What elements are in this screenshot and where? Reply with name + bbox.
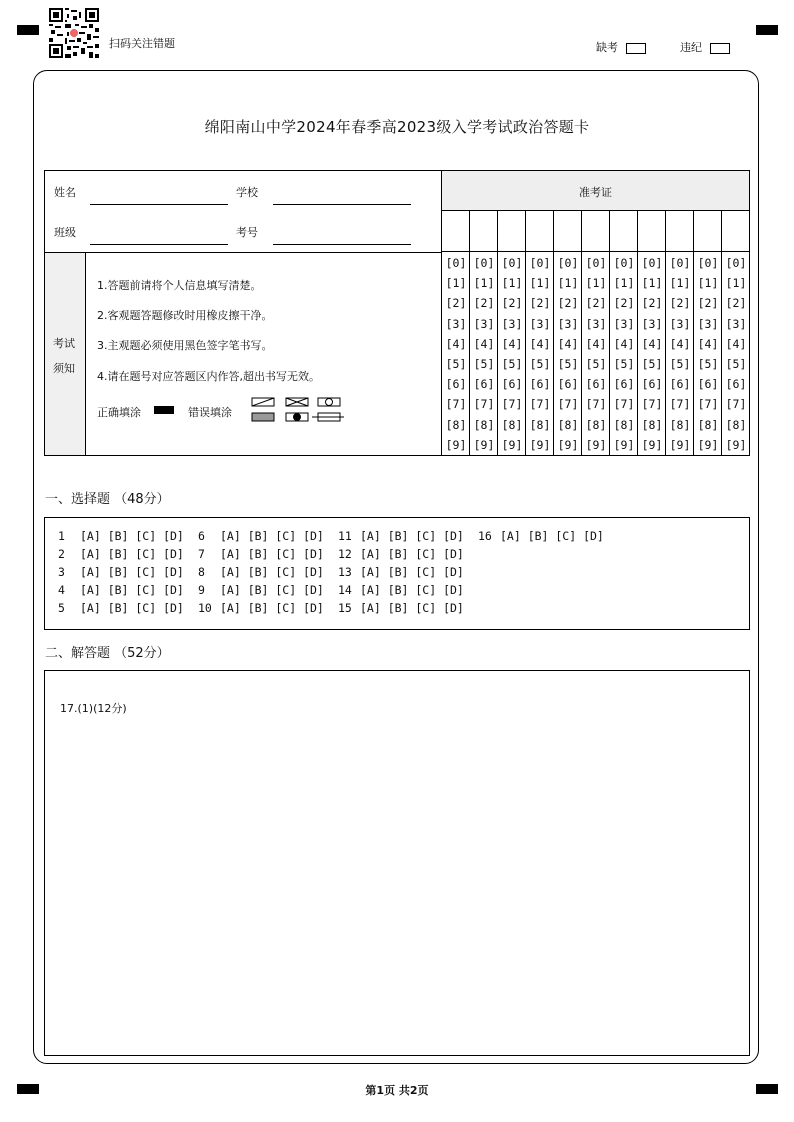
choice-question-row[interactable] [198,565,324,579]
admission-digit-bubble[interactable]: [9] [613,437,635,452]
qr-code-icon [49,8,99,58]
choice-question-row[interactable] [58,547,184,561]
admission-digit-column[interactable] [470,253,498,455]
choice-question-row[interactable] [58,583,184,597]
admission-digit-bubble[interactable]: [9] [473,437,495,452]
notice-side-label-2: 须知 [53,362,75,375]
admission-digit-column[interactable] [610,253,638,455]
admission-digit-bubble[interactable]: [9] [501,437,523,452]
admission-digit-bubble[interactable]: [0] [669,256,691,270]
admission-digit-bubble[interactable]: [0] [641,256,663,270]
admission-digit-bubble[interactable]: [4] [697,336,719,351]
notice-item: 4.请在题号对应答题区内作答,超出书写无效。 [97,370,320,383]
admission-digit-bubble[interactable]: [4] [473,336,495,351]
admission-digit-bubble[interactable]: [5] [529,357,551,372]
admission-digit-column[interactable] [526,253,554,455]
admission-digit-bubble[interactable]: [2] [641,296,663,311]
choice-question-number: 3 [58,565,65,579]
admission-digit-bubble[interactable]: [4] [529,336,551,351]
admission-digit-bubble[interactable]: [5] [613,357,635,372]
admission-digit-bubble[interactable]: [4] [613,336,635,351]
registration-mark-top-left [17,25,39,35]
notice-side-label-1: 考试 [53,337,75,350]
divider [441,210,750,211]
choice-question-row[interactable] [338,529,464,543]
admission-digit-bubble[interactable]: [1] [445,276,467,291]
choice-options[interactable]: [A] [B] [C] [D] [220,547,324,561]
admission-digit-bubble[interactable]: [0] [473,256,495,270]
admission-digit-bubble[interactable]: [2] [669,296,691,311]
admission-digit-bubble[interactable]: [1] [641,276,663,291]
name-field[interactable] [90,204,228,205]
page-footer: 第1页 共2页 [365,1084,429,1097]
admission-digit-bubble[interactable]: [0] [697,256,719,270]
choice-question-number: 4 [58,583,65,597]
admission-digit-bubble[interactable]: [9] [669,437,691,452]
admission-digit-bubble[interactable]: [5] [445,357,467,372]
admission-digit-column[interactable] [498,253,526,455]
admission-digit-bubble[interactable]: [1] [529,276,551,291]
admission-digit-bubble[interactable]: [9] [641,437,663,452]
choice-options[interactable]: [A] [B] [C] [D] [80,547,184,561]
admission-digit-bubble[interactable]: [6] [529,377,551,392]
admission-digit-bubble[interactable]: [2] [473,296,495,311]
admission-digit-column[interactable] [666,253,694,455]
admission-digit-bubble[interactable]: [8] [669,417,691,432]
admission-digit-bubble[interactable]: [8] [697,417,719,432]
registration-mark-top-right [756,25,778,35]
admission-digit-column[interactable] [442,253,470,455]
admission-digit-bubble[interactable]: [6] [669,377,691,392]
admission-digit-bubble[interactable]: [9] [725,437,747,452]
admission-digit-bubble[interactable]: [2] [697,296,719,311]
exam-no-field[interactable] [273,244,411,245]
choice-options[interactable]: [A] [B] [C] [D] [220,529,324,543]
admission-digit-bubble[interactable]: [4] [641,336,663,351]
page-title: 绵阳南山中学2024年春季高2023级入学考试政治答题卡 [204,118,590,136]
choice-question-row[interactable] [198,601,324,615]
notice-item: 1.答题前请将个人信息填写清楚。 [97,279,262,292]
admission-digit-bubble[interactable]: [7] [585,397,607,412]
admission-digit-bubble[interactable]: [9] [557,437,579,452]
choice-options[interactable]: [A] [B] [C] [D] [360,583,464,597]
admission-digit-bubble[interactable]: [9] [697,437,719,452]
admission-digit-bubble[interactable]: [8] [529,417,551,432]
admission-digit-bubble[interactable]: [5] [669,357,691,372]
admission-digit-bubble[interactable]: [7] [697,397,719,412]
admission-digit-bubble[interactable]: [7] [501,397,523,412]
choice-question-row[interactable] [478,529,604,543]
choice-question-row[interactable] [58,529,184,543]
choice-question-number: 6 [198,529,205,543]
notice-item: 2.客观题答题修改时用橡皮擦干净。 [97,309,273,322]
exam-no-label: 考号 [236,226,258,239]
admission-digit-column[interactable] [638,253,666,455]
admission-digit-bubble[interactable]: [1] [613,276,635,291]
admission-digit-bubble[interactable]: [5] [697,357,719,372]
admission-digit-bubble[interactable]: [5] [725,357,747,372]
answer-area[interactable] [44,670,750,1056]
admission-digit-bubble[interactable]: [4] [585,336,607,351]
admission-digit-bubble[interactable]: [3] [473,316,495,331]
choice-options[interactable]: [A] [B] [C] [D] [80,583,184,597]
choice-options[interactable]: [A] [B] [C] [D] [80,601,184,615]
choice-question-number: 15 [338,601,352,615]
admission-digit-bubble[interactable]: [3] [669,316,691,331]
admission-digit-bubble[interactable]: [5] [585,357,607,372]
admission-digit-bubble[interactable]: [8] [725,417,747,432]
admission-digit-bubble[interactable]: [6] [501,377,523,392]
admission-digit-bubble[interactable]: [1] [473,276,495,291]
admission-digit-bubble[interactable]: [3] [697,316,719,331]
correct-fill-sample [154,406,174,414]
admission-digit-bubble[interactable]: [8] [501,417,523,432]
admission-digit-bubble[interactable]: [0] [529,256,551,270]
admission-digit-bubble[interactable]: [0] [585,256,607,270]
admission-digit-bubble[interactable]: [8] [641,417,663,432]
admission-digit-bubble[interactable]: [4] [725,336,747,351]
choice-question-row[interactable] [198,547,324,561]
admission-digit-bubble[interactable]: [6] [473,377,495,392]
choice-question-number: 12 [338,547,352,561]
section1-title: 一、选择题 （48分） [45,492,170,507]
choice-options[interactable]: [A] [B] [C] [D] [80,565,184,579]
choice-question-number: 10 [198,601,212,615]
admission-digit-bubble[interactable]: [6] [613,377,635,392]
violation-label: 违纪 [680,41,702,54]
admission-digit-bubble[interactable]: [7] [641,397,663,412]
choice-options[interactable]: [A] [B] [C] [D] [220,601,324,615]
admission-digit-bubble[interactable]: [7] [445,397,467,412]
absent-mark[interactable] [596,39,646,55]
admission-digit-bubble[interactable]: [6] [585,377,607,392]
divider [441,251,750,252]
admission-digit-bubble[interactable]: [6] [725,377,747,392]
violation-checkbox[interactable] [710,43,730,54]
admission-digit-column[interactable] [582,253,610,455]
admission-digit-bubble[interactable]: [8] [557,417,579,432]
wrong-fill-samples-icon [250,396,345,424]
admission-digit-bubble[interactable]: [1] [501,276,523,291]
admission-digit-bubble[interactable]: [8] [445,417,467,432]
choice-question-number: 1 [58,529,65,543]
name-label: 姓名 [54,186,76,199]
choice-question-number: 11 [338,529,352,543]
class-field[interactable] [90,244,228,245]
admission-digit-bubble[interactable]: [3] [641,316,663,331]
admission-digit-bubble[interactable]: [0] [557,256,579,270]
admission-digit-column[interactable] [694,253,722,455]
divider [44,252,441,253]
admission-digit-bubble[interactable]: [8] [473,417,495,432]
admission-digit-bubble[interactable]: [9] [529,437,551,452]
admission-digit-bubble[interactable]: [2] [725,296,747,311]
admission-digit-bubble[interactable]: [5] [641,357,663,372]
admission-digit-bubble[interactable]: [5] [473,357,495,372]
choice-options[interactable]: [A] [B] [C] [D] [360,547,464,561]
choice-question-number: 7 [198,547,205,561]
school-label: 学校 [236,186,258,199]
admission-digit-bubble[interactable]: [6] [697,377,719,392]
admission-digit-bubble[interactable]: [1] [585,276,607,291]
admission-digit-bubble[interactable]: [0] [725,256,747,270]
correct-fill-label: 正确填涂 [97,406,141,419]
choice-question-number: 13 [338,565,352,579]
admission-digit-bubble[interactable]: [0] [613,256,635,270]
admission-digit-bubble[interactable]: [6] [641,377,663,392]
admission-label: 准考证 [579,186,612,199]
admission-digit-bubble[interactable]: [7] [529,397,551,412]
notice-item: 3.主观题必须使用黑色签字笔书写。 [97,339,273,352]
admission-digit-column[interactable] [554,253,582,455]
choice-options[interactable]: [A] [B] [C] [D] [360,529,464,543]
admission-digit-bubble[interactable]: [3] [501,316,523,331]
choice-question-row[interactable] [338,601,464,615]
section2-title: 二、解答题 （52分） [45,646,170,661]
admission-digit-bubble[interactable]: [3] [529,316,551,331]
choice-question-number: 14 [338,583,352,597]
class-label: 班级 [54,226,76,239]
choice-question-row[interactable] [338,583,464,597]
admission-digit-bubble[interactable]: [7] [473,397,495,412]
admission-digit-bubble[interactable]: [4] [669,336,691,351]
choice-question-number: 9 [198,583,205,597]
choice-options[interactable]: [A] [B] [C] [D] [220,583,324,597]
question-17-label: 17.(1)(12分) [60,702,127,715]
choice-question-number: 16 [478,529,492,543]
choice-question-row[interactable] [58,601,184,615]
admission-digit-bubble[interactable]: [8] [613,417,635,432]
school-field[interactable] [273,204,411,205]
admission-digit-bubble[interactable]: [5] [501,357,523,372]
admission-digit-bubble[interactable]: [0] [501,256,523,270]
admission-digit-bubble[interactable]: [4] [557,336,579,351]
admission-digit-bubble[interactable]: [3] [725,316,747,331]
admission-digit-bubble[interactable]: [2] [613,296,635,311]
notice-side-panel [45,253,85,455]
choice-options[interactable]: [A] [B] [C] [D] [220,565,324,579]
choice-question-row[interactable] [338,565,464,579]
admission-digit-bubble[interactable]: [0] [445,256,467,270]
divider [85,252,86,456]
admission-digit-bubble[interactable]: [2] [529,296,551,311]
admission-digit-bubble[interactable]: [1] [725,276,747,291]
admission-digit-bubble[interactable]: [3] [557,316,579,331]
admission-digit-bubble[interactable]: [7] [613,397,635,412]
admission-digit-bubble[interactable]: [4] [445,336,467,351]
choice-options[interactable]: [A] [B] [C] [D] [360,601,464,615]
admission-digit-bubble[interactable]: [2] [501,296,523,311]
choice-question-number: 5 [58,601,65,615]
choice-options[interactable]: [A] [B] [C] [D] [360,565,464,579]
admission-digit-bubble[interactable]: [7] [725,397,747,412]
admission-digit-bubble[interactable]: [3] [445,316,467,331]
admission-digit-bubble[interactable]: [1] [697,276,719,291]
admission-digit-bubble[interactable]: [2] [557,296,579,311]
admission-digit-bubble[interactable]: [2] [445,296,467,311]
choice-question-number: 2 [58,547,65,561]
admission-digit-bubble[interactable]: [4] [501,336,523,351]
admission-digit-bubble[interactable]: [6] [557,377,579,392]
admission-digit-bubble[interactable]: [2] [585,296,607,311]
admission-digit-bubble[interactable]: [7] [557,397,579,412]
absent-checkbox[interactable] [626,43,646,54]
absent-label: 缺考 [596,41,618,54]
admission-digit-bubble[interactable]: [7] [669,397,691,412]
admission-digit-bubble[interactable]: [9] [445,437,467,452]
admission-digit-bubble[interactable]: [3] [585,316,607,331]
choice-options[interactable]: [A] [B] [C] [D] [80,529,184,543]
admission-digit-bubble[interactable]: [9] [585,437,607,452]
choice-question-row[interactable] [338,547,464,561]
admission-digit-column[interactable] [722,253,750,455]
violation-mark[interactable] [680,39,730,55]
choice-question-row[interactable] [198,529,324,543]
choice-options[interactable]: [A] [B] [C] [D] [500,529,604,543]
admission-digit-bubble[interactable]: [5] [557,357,579,372]
wrong-fill-label: 错误填涂 [188,406,232,419]
admission-digit-bubble[interactable]: [1] [669,276,691,291]
admission-digit-bubble[interactable]: [8] [585,417,607,432]
choice-question-row[interactable] [198,583,324,597]
admission-digit-bubble[interactable]: [1] [557,276,579,291]
admission-digit-bubble[interactable]: [3] [613,316,635,331]
qr-caption: 扫码关注错题 [109,37,175,50]
choice-question-row[interactable] [58,565,184,579]
choice-question-number: 8 [198,565,205,579]
admission-digit-bubble[interactable]: [6] [445,377,467,392]
